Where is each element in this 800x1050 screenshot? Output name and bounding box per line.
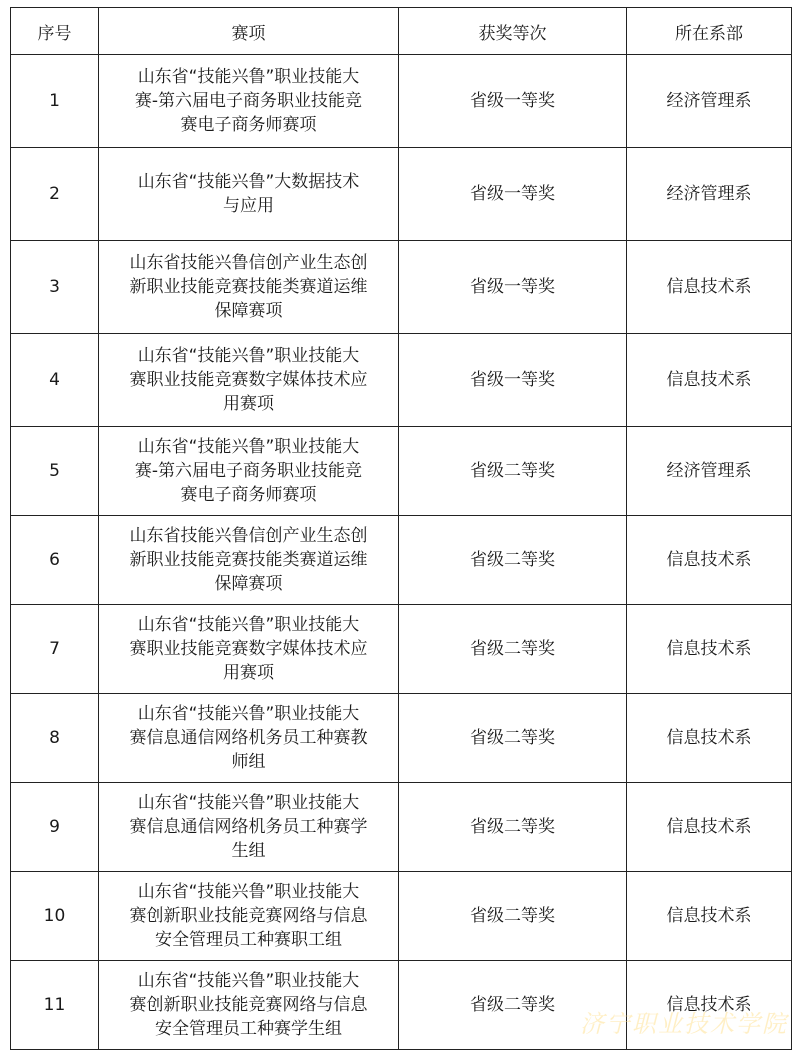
department: 经济管理系 (627, 427, 792, 516)
award-level: 省级二等奖 (399, 961, 627, 1050)
award-level: 省级一等奖 (399, 148, 627, 241)
event-line: 赛-第六届电子商务职业技能竞 (134, 461, 363, 481)
award-level: 省级二等奖 (399, 694, 627, 783)
awards-table (10, 7, 792, 1050)
event-line: 山东省“技能兴鲁”大数据技术 (137, 172, 360, 192)
event-line: 用赛项 (223, 394, 274, 414)
event-line: 赛职业技能竞赛数字媒体技术应 (129, 370, 368, 390)
award-level: 省级一等奖 (399, 55, 627, 148)
event-line: 山东省“技能兴鲁”职业技能大 (137, 346, 360, 366)
watermark: 济宁职业技术学院 (580, 1010, 788, 1038)
department: 信息技术系 (627, 961, 792, 1050)
event-line: 保障赛项 (214, 301, 283, 321)
table-row (11, 872, 792, 961)
row-number: 1 (11, 55, 99, 148)
event-line: 山东省“技能兴鲁”职业技能大 (137, 971, 360, 991)
header-row (11, 8, 792, 55)
row-number: 9 (11, 783, 99, 872)
event-cell (99, 55, 399, 148)
event-line: 新职业技能竞赛技能类赛道运维 (129, 550, 368, 570)
award-level: 省级二等奖 (399, 516, 627, 605)
row-number: 4 (11, 334, 99, 427)
event-cell (99, 783, 399, 872)
table-row (11, 55, 792, 148)
event-line: 安全管理员工种赛职工组 (155, 930, 342, 950)
event-line: 生组 (231, 841, 266, 861)
row-number: 10 (11, 872, 99, 961)
event-cell (99, 427, 399, 516)
event-line: 山东省“技能兴鲁”职业技能大 (137, 437, 360, 457)
row-number: 7 (11, 605, 99, 694)
event-cell (99, 148, 399, 241)
header-no: 序号 (11, 8, 99, 55)
event-line: 山东省“技能兴鲁”职业技能大 (137, 704, 360, 724)
table-row (11, 334, 792, 427)
table-row (11, 148, 792, 241)
event-cell (99, 961, 399, 1050)
department: 信息技术系 (627, 872, 792, 961)
header-award: 获奖等次 (399, 8, 627, 55)
table-row (11, 694, 792, 783)
header-event: 赛项 (99, 8, 399, 55)
department: 信息技术系 (627, 334, 792, 427)
row-number: 6 (11, 516, 99, 605)
award-level: 省级二等奖 (399, 872, 627, 961)
event-line: 山东省技能兴鲁信创产业生态创 (129, 526, 368, 546)
table-row (11, 961, 792, 1050)
event-line: 师组 (231, 752, 266, 772)
department: 信息技术系 (627, 605, 792, 694)
table-row (11, 241, 792, 334)
event-line: 赛职业技能竞赛数字媒体技术应 (129, 639, 368, 659)
event-line: 保障赛项 (214, 574, 283, 594)
table-row (11, 427, 792, 516)
department: 信息技术系 (627, 241, 792, 334)
event-line: 赛信息通信网络机务员工种赛教 (129, 728, 368, 748)
event-cell (99, 694, 399, 783)
event-cell (99, 241, 399, 334)
event-cell (99, 334, 399, 427)
table-row (11, 783, 792, 872)
event-line: 山东省“技能兴鲁”职业技能大 (137, 67, 360, 87)
event-line: 山东省技能兴鲁信创产业生态创 (129, 253, 368, 273)
table-row (11, 605, 792, 694)
row-number: 3 (11, 241, 99, 334)
event-cell (99, 516, 399, 605)
department: 经济管理系 (627, 148, 792, 241)
header-dept: 所在系部 (627, 8, 792, 55)
table-row (11, 516, 792, 605)
event-line: 赛信息通信网络机务员工种赛学 (129, 817, 368, 837)
event-line: 赛-第六届电子商务职业技能竞 (134, 91, 363, 111)
department: 经济管理系 (627, 55, 792, 148)
award-level: 省级一等奖 (399, 334, 627, 427)
department: 信息技术系 (627, 694, 792, 783)
award-level: 省级一等奖 (399, 241, 627, 334)
row-number: 2 (11, 148, 99, 241)
award-level: 省级二等奖 (399, 605, 627, 694)
department: 信息技术系 (627, 783, 792, 872)
event-line: 用赛项 (223, 663, 274, 683)
event-line: 山东省“技能兴鲁”职业技能大 (137, 615, 360, 635)
event-line: 赛电子商务师赛项 (180, 115, 317, 135)
event-line: 赛创新职业技能竞赛网络与信息 (129, 995, 368, 1015)
award-level: 省级二等奖 (399, 783, 627, 872)
event-line: 赛电子商务师赛项 (180, 485, 317, 505)
award-level: 省级二等奖 (399, 427, 627, 516)
event-cell (99, 872, 399, 961)
row-number: 8 (11, 694, 99, 783)
event-line: 安全管理员工种赛学生组 (155, 1019, 342, 1039)
event-line: 新职业技能竞赛技能类赛道运维 (129, 277, 368, 297)
event-line: 与应用 (223, 196, 274, 216)
event-line: 山东省“技能兴鲁”职业技能大 (137, 882, 360, 902)
event-cell (99, 605, 399, 694)
event-line: 赛创新职业技能竞赛网络与信息 (129, 906, 368, 926)
row-number: 11 (11, 961, 99, 1050)
department: 信息技术系 (627, 516, 792, 605)
row-number: 5 (11, 427, 99, 516)
event-line: 山东省“技能兴鲁”职业技能大 (137, 793, 360, 813)
